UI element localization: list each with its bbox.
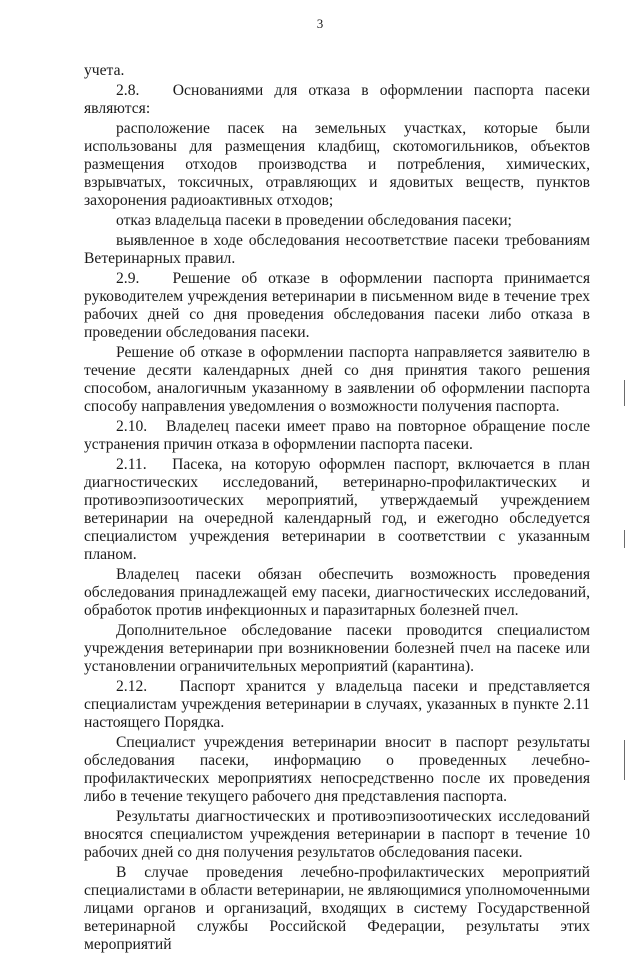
paragraph-2-9: 2.9. Решение об отказе в оформлении паспорта принимается руководителем учреждения ветеринарии в письменном виде в течение трех рабочих дней со дня проведения обследования пасеки либо отказа в проведении обследования пасеки.: [84, 270, 590, 341]
paragraph-2-8: 2.8. Основаниями для отказа в оформлении паспорта пасеки являются:: [84, 82, 590, 117]
scan-margin-marks: [624, 380, 626, 820]
paragraph-nonconformity: выявленное в ходе обследования несоответствие пасеки требованиям Ветеринарных правил.: [84, 232, 590, 267]
paragraph-2-12: 2.12. Паспорт хранится у владельца пасеки и представляется специалистам учреждения ветеринарии в случаях, указанных в пункте 2.11 настоящего Порядка.: [84, 678, 590, 731]
scan-mark: [624, 380, 625, 406]
paragraph-refusal-notice: Решение об отказе в оформлении паспорта направляется заявителю в течение десяти календарных дней со дня принятия такого решения способом, аналогичным указанному в заявлении об оформлении паспорта способу направления уведомления о возможности получения паспорта.: [84, 344, 590, 415]
paragraph-additional-inspection: Дополнительное обследование пасеки проводится специалистом учреждения ветеринарии при возникновении болезней пчел на пасеке или установлении ограничительных мероприятий (карантина).: [84, 622, 590, 675]
paragraph-2-11: 2.11. Пасека, на которую оформлен паспорт, включается в план диагностических исследований, ветеринарно-профилактических и противоэпизоотических мероприятий, утверждаемый учреждением ветеринарии на очередной календарный год, и ежегодно обследуется специалистом учреждения ветеринарии в соответствии с указанным планом.: [84, 456, 590, 563]
paragraph-continuation: учета.: [84, 62, 125, 79]
paragraph-owner-obligation: Владелец пасеки обязан обеспечить возможность проведения обследования принадлежащей ему пасеки, диагностических исследований, обработок против инфекционных и паразитарных болезней пчел.: [84, 566, 590, 619]
paragraph-location-reason: расположение пасек на земельных участках, которые были использованы для размещения кладбищ, скотомогильников, объектов размещения отходов производства и потребления, химических, взрывчатых, токсичных, отравляющих и ядовитых веществ, пунктов захоронения радиоактивных отходов;: [84, 120, 590, 209]
page-number: 3: [316, 16, 324, 31]
scan-mark: [624, 530, 625, 548]
paragraph-2-10: 2.10. Владелец пасеки имеет право на повторное обращение после устранения причин отказа в оформлении паспорта пасеки.: [84, 418, 590, 453]
paragraph-specialist-entries: Специалист учреждения ветеринарии вносит в паспорт результаты обследования пасеки, информацию о проведенных лечебно-профилактических мероприятиях непосредственно после их проведения либо в течение текущего рабочего дня представления паспорта.: [84, 734, 590, 805]
paragraph-diagnostic-results: Результаты диагностических и противоэпизоотических исследований вносятся специалистом учреждения ветеринарии в паспорт в течение 10 рабочих дней со дня получения результатов обследования пасеки.: [84, 808, 590, 861]
scan-mark: [624, 740, 625, 780]
document-body: [84, 62, 590, 956]
paragraph-private-specialists: В случае проведения лечебно-профилактических мероприятий специалистами в области ветеринарии, не являющимися уполномоченными лицами органов и организаций, входящих в систему Государственной ветеринарной службы Российской Федерации, результаты этих мероприятий: [84, 864, 590, 953]
paragraph-owner-refusal: отказ владельца пасеки в проведении обследования пасеки;: [116, 212, 512, 229]
